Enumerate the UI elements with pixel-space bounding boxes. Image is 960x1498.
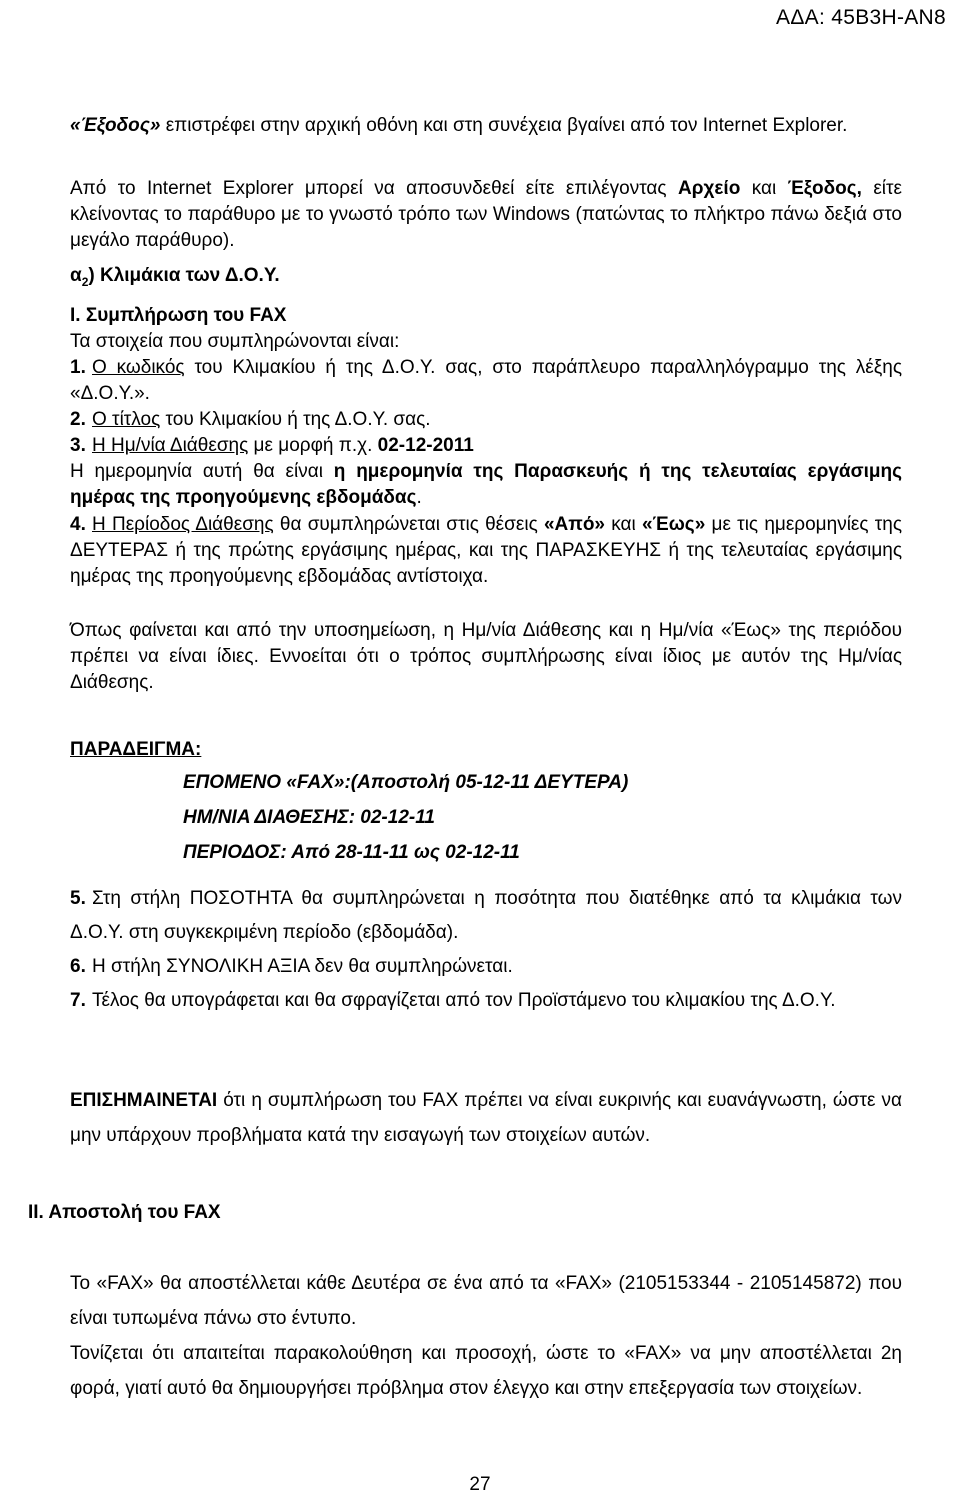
- list-item-4-text-a: θα συμπληρώνεται στις θέσεις: [273, 514, 544, 535]
- paragraph-disconnect-text-b: και: [740, 178, 788, 199]
- example-next-fax: ΕΠΟΜΕΝΟ «FAX»:(Αποστολή 05-12-11 ΔΕΥΤΕΡΑ): [183, 772, 629, 793]
- section-a2-subscript: 2: [81, 274, 89, 289]
- exit-term: «Έξοδος»: [70, 115, 161, 136]
- list-item-2-underlined: Ο τίτλος: [92, 409, 161, 430]
- list-item-5: [70, 882, 902, 950]
- document-id-header: ΑΔΑ: 45Β3Η-ΑΝ8: [776, 6, 946, 29]
- notice-bold: ΕΠΙΣΗΜΑΙΝΕΤΑΙ: [70, 1090, 218, 1111]
- list-item-7: [70, 984, 902, 1018]
- section-a2-heading: [70, 263, 280, 295]
- paragraph-exit: [70, 113, 902, 139]
- section-I-intro: Τα στοιχεία που συμπληρώνονται είναι:: [70, 331, 400, 352]
- paragraph-exit-text: επιστρέφει στην αρχική οθόνη και στη συνέχεια βγαίνει από τον Internet Explorer.: [160, 115, 848, 136]
- example-period: ΠΕΡΙΟΔΟΣ: Από 28-11-11 ως 02-12-11: [183, 842, 520, 863]
- list-item-7-text: Τέλος θα υπογράφεται και θα σφραγίζεται από τον Προϊστάμενο του κλιμακίου της Δ.Ο.Υ.: [92, 990, 836, 1011]
- exit-menu-term: Έξοδος,: [787, 178, 862, 199]
- section-a2-prefix: α: [70, 265, 82, 286]
- list-item-2: [70, 407, 431, 433]
- list-item-4-text-c: με τις ημερομηνίες της ΔΕΥΤΕΡΑΣ ή της πρώτης εργάσιμης ημέρας, και της ΠΑΡΑΣΚΕΥΗΣ ή της τελευταίας εργάσιμης ημέρας της προηγούμενης εβδομάδας αντίστοιχα.: [70, 514, 903, 587]
- list-item-4: [70, 512, 902, 590]
- list-item-4-number: 4.: [70, 514, 86, 535]
- notice-text: ότι η συμπλήρωση του FAX πρέπει να είναι ευκρινής και ευανάγνωστη, ώστε να μην υπάρχουν προβλήματα κατά την εισαγωγή των στοιχείων αυτών.: [70, 1090, 902, 1146]
- list-item-1-text: του Κλιμακίου ή της Δ.Ο.Υ. σας, στο παράπλευρο παραλληλόγραμμο της λέξης «Δ.Ο.Υ.».: [70, 357, 902, 404]
- list-item-3-underlined: Η Ημ/νία Διάθεσης: [92, 435, 249, 456]
- list-item-3-note-text: Η ημερομηνία αυτή θα είναι: [70, 461, 334, 482]
- section-II-paragraph-1: Το «FAX» θα αποστέλλεται κάθε Δευτέρα σε ένα από τα «FAX» (2105153344 - 2105145872) που είναι τυπωμένα πάνω στο έντυπο.: [70, 1273, 902, 1329]
- to-term: «Έως»: [641, 514, 706, 535]
- example-availability-date: ΗΜ/ΝΙΑ ΔΙΑΘΕΣΗΣ: 02-12-11: [183, 807, 435, 828]
- list-item-6-number: 6.: [70, 956, 86, 977]
- list-item-3-text: με μορφή π.χ.: [248, 435, 378, 456]
- list-item-3-note-end: .: [416, 487, 422, 508]
- list-item-2-number: 2.: [70, 409, 86, 430]
- section-I-heading: Ι. Συμπλήρωση του FAX: [70, 305, 287, 326]
- page-number: 27: [469, 1474, 491, 1495]
- list-item-4-underlined: Η Περίοδος Διάθεσης: [92, 514, 274, 535]
- section-II-paragraph-2: Τονίζεται ότι απαιτείται παρακολούθηση και προσοχή, ώστε το «FAX» να μην αποστέλλεται 2η φορά, γιατί αυτό θα δημιουργήσει πρόβλημα στον έλεγχο και στην επεξεργασία των στοιχείων.: [70, 1343, 902, 1399]
- paragraph-disconnect-text-a: Από το Internet Explorer μπορεί να αποσυνδεθεί είτε επιλέγοντας: [70, 178, 678, 199]
- list-item-6: [70, 950, 513, 984]
- notice-paragraph: [70, 1083, 902, 1153]
- example-heading: ΠΑΡΑΔΕΙΓΜΑ:: [70, 739, 202, 760]
- list-item-4-note: Όπως φαίνεται και από την υποσημείωση, η Ημ/νία Διάθεσης και η Ημ/νία «Έως» της περιόδου πρέπει να είναι ίδιες. Εννοείται ότι ο τρόπος συμπλήρωσης είναι ίδιος με αυτόν της Ημ/νίας Διάθεσης.: [70, 620, 902, 693]
- list-item-3-date: 02-12-2011: [377, 435, 474, 456]
- list-item-5-text: Στη στήλη ΠΟΣΟΤΗΤΑ θα συμπληρώνεται η ποσότητα που διατέθηκε από τα κλιμάκια των Δ.Ο.Υ. στη συγκεκριμένη περίοδο (εβδομάδα).: [70, 888, 902, 943]
- from-term: «Από»: [543, 514, 605, 535]
- section-a2-title: ) Κλιμάκια των Δ.Ο.Υ.: [88, 265, 280, 286]
- list-item-2-text: του Κλιμακίου ή της Δ.Ο.Υ. σας.: [160, 409, 431, 430]
- paragraph-disconnect: [70, 176, 902, 254]
- list-item-1-number: 1.: [70, 357, 86, 378]
- list-item-3-note: [70, 459, 902, 511]
- list-item-1: [70, 355, 902, 407]
- list-item-4-text-b: και: [605, 514, 642, 535]
- paragraph-disconnect-text-c: είτε κλείνοντας το παράθυρο με το γνωστό τρόπο των Windows (πατώντας το πλήκτρο πάνω δεξιά στο μεγάλο παράθυρο).: [70, 178, 903, 251]
- list-item-3-number: 3.: [70, 435, 86, 456]
- archive-term: Αρχείο: [677, 178, 741, 199]
- list-item-1-underlined: Ο κωδικός: [92, 357, 185, 378]
- list-item-6-text: Η στήλη ΣΥΝΟΛΙΚΗ ΑΞΙΑ δεν θα συμπληρώνεται.: [92, 956, 513, 977]
- list-item-5-number: 5.: [70, 888, 86, 909]
- list-item-7-number: 7.: [70, 990, 86, 1011]
- section-II-heading: ΙΙ. Αποστολή του FAX: [28, 1202, 221, 1223]
- list-item-3: [70, 433, 474, 459]
- list-item-3-note-bold: η ημερομηνία της Παρασκευής ή της τελευταίας εργάσιμης ημέρας της προηγούμενης εβδομάδας: [70, 461, 903, 508]
